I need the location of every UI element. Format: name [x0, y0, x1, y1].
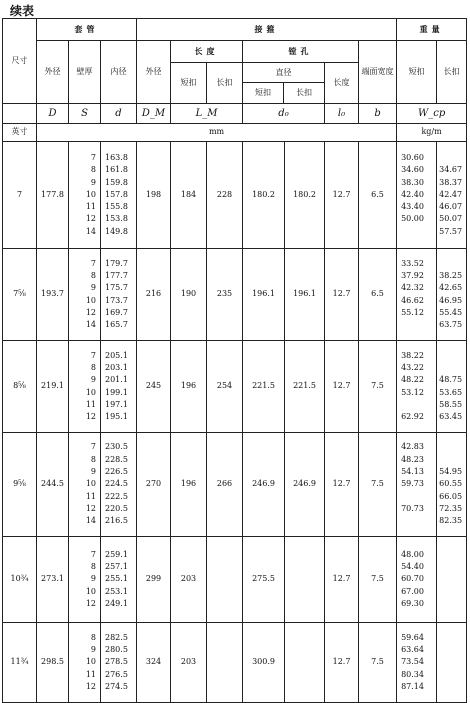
id-cell-value: 201.1 [105, 375, 128, 385]
bore-long-cell: 180.2 [285, 142, 325, 249]
weight-short-cell-value: 42.40 [401, 189, 424, 199]
length-short-cell: 203 [171, 537, 207, 623]
wall-cell-value: 11 [85, 669, 96, 679]
wall-cell-value: 8 [90, 165, 96, 175]
id-cell-value: 197.1 [105, 399, 128, 409]
coupling-od-header: 外径 [137, 41, 171, 104]
od-header: 外径 [37, 41, 69, 104]
weight-long-cell-value: 48.75 [439, 375, 463, 385]
weight-long-cell-value [437, 362, 466, 374]
id-cell-value: 255.1 [105, 574, 128, 584]
wall-cell-value: 10 [85, 189, 96, 199]
id-cell-value: 257.1 [105, 562, 128, 572]
wall-cell-value: 11 [85, 202, 96, 212]
wall-cell-value: 11 [85, 491, 96, 501]
face-width-cell: 7.5 [359, 433, 397, 537]
weight-long-cell-value: 63.45 [439, 412, 463, 422]
size-header: 尺寸 [3, 19, 37, 104]
weight-long-cell-value [437, 644, 466, 656]
weight-short-cell-value: 87.14 [401, 681, 424, 691]
id-cell-value: 149.8 [105, 226, 128, 236]
weight-short-cell-value: 63.64 [401, 645, 424, 655]
weight-long-cell-value [437, 441, 466, 453]
unit-mm: mm [37, 124, 397, 142]
id-cell-value: 175.7 [105, 283, 128, 293]
bore-long-cell: 196.1 [285, 249, 325, 341]
bore-short-cell: 300.9 [243, 623, 285, 703]
length-long-cell: 254 [207, 341, 243, 433]
coupling-od-cell: 324 [137, 623, 171, 703]
length-short-cell: 203 [171, 623, 207, 703]
sym-W: W_cp [397, 104, 467, 124]
page-title: 续表 [10, 4, 35, 18]
wall-cell-value: 9 [90, 645, 96, 655]
weight-long-cell-value [437, 632, 466, 644]
wall-cell-value: 7 [90, 258, 96, 268]
id-cell-value: 159.8 [105, 177, 128, 187]
size-cell: 7 [3, 142, 37, 249]
weight-long-cell-value [437, 586, 466, 598]
id-header: 内径 [101, 41, 137, 104]
id-cell [101, 249, 137, 341]
sym-d: d [101, 104, 137, 124]
weight-long-cell-value: 34.67 [439, 165, 463, 175]
weight-short-cell-value: 62.92 [401, 412, 424, 422]
id-cell-value: 222.5 [105, 491, 128, 501]
weight-header: 重量 [397, 19, 467, 41]
id-cell-value: 173.7 [105, 295, 128, 305]
sym-b: b [359, 104, 397, 124]
wall-cell-value: 8 [90, 270, 96, 280]
weight-short-cell [397, 537, 437, 623]
weight-long-cell-value: 42.47 [439, 189, 463, 199]
weight-long-cell-value: 63.75 [439, 320, 463, 330]
weight-long-cell-value: 42.65 [439, 283, 463, 293]
wall-cell-value: 9 [90, 467, 96, 477]
weight-short-cell-value: 67.00 [401, 586, 424, 596]
size-cell: 7⅝ [3, 249, 37, 341]
table-row [3, 537, 467, 623]
wall-cell-value: 14 [85, 516, 96, 526]
wall-cell [69, 249, 101, 341]
weight-long-cell-value [437, 561, 466, 573]
bore-short-cell: 196.1 [243, 249, 285, 341]
bore-length-header: 长度 [325, 63, 359, 104]
weight-short-cell-value [397, 491, 436, 503]
weight-long-cell-value: 60.55 [439, 479, 463, 489]
table-row [3, 249, 467, 341]
wall-cell [69, 433, 101, 537]
weight-long-cell-value [437, 549, 466, 561]
weight-short-cell-value: 33.52 [401, 258, 424, 268]
diameter-header: 直径 [243, 63, 324, 83]
weight-short-header: 短扣 [397, 41, 437, 104]
sym-d0: d₀ [243, 104, 325, 124]
table-row [3, 142, 467, 249]
wall-cell-value: 7 [90, 350, 96, 360]
id-cell-value: 203.1 [105, 362, 128, 372]
id-cell-value: 274.5 [105, 681, 128, 691]
size-cell: 10¾ [3, 537, 37, 623]
size-cell: 8⅝ [3, 341, 37, 433]
weight-short-cell-value: 43.40 [401, 202, 424, 212]
weight-short-cell-value: 38.22 [401, 350, 424, 360]
id-cell [101, 433, 137, 537]
weight-short-cell-value: 34.60 [401, 165, 424, 175]
bore-long-cell [285, 623, 325, 703]
id-cell [101, 341, 137, 433]
weight-long-cell-value: 82.35 [439, 516, 463, 526]
weight-short-cell [397, 142, 437, 249]
sym-l0: l₀ [325, 104, 359, 124]
wall-cell-value: 7 [90, 442, 96, 452]
wall-cell-value: 8 [90, 632, 96, 642]
coupling-od-cell: 245 [137, 341, 171, 433]
weight-short-cell-value: 50.00 [401, 214, 424, 224]
length-long-cell [207, 623, 243, 703]
wall-cell-value: 14 [85, 320, 96, 330]
id-cell [101, 142, 137, 249]
weight-short-cell-value: 30.60 [401, 152, 424, 162]
length-short-header: 短扣 [171, 63, 207, 104]
wall-cell-value: 9 [90, 574, 96, 584]
wall-cell-value: 8 [90, 562, 96, 572]
id-cell-value: 177.7 [105, 270, 128, 280]
weight-short-cell-value: 59.73 [401, 479, 424, 489]
weight-short-cell-value: 48.22 [401, 375, 424, 385]
face-width-cell: 6.5 [359, 249, 397, 341]
weight-long-cell-value [437, 573, 466, 585]
weight-short-cell-value: 48.00 [401, 549, 424, 559]
wall-cell-value: 11 [85, 399, 96, 409]
wall-cell-value: 9 [90, 375, 96, 385]
weight-short-cell-value [397, 515, 436, 527]
weight-long-cell-value: 54.95 [439, 467, 463, 477]
id-cell [101, 537, 137, 623]
face-width-header: 端面宽度 [359, 41, 397, 104]
weight-short-cell-value [397, 319, 436, 331]
sym-DM: D_M [137, 104, 171, 124]
bore-length-cell: 12.7 [325, 341, 359, 433]
weight-short-cell-value: 43.22 [401, 362, 424, 372]
wall-header: 壁厚 [69, 41, 101, 104]
face-width-cell: 7.5 [359, 623, 397, 703]
length-long-header: 长扣 [207, 63, 243, 104]
sym-S: S [69, 104, 101, 124]
casing-header: 套管 [37, 19, 137, 41]
id-cell-value: 155.8 [105, 202, 128, 212]
weight-long-cell [437, 341, 467, 433]
weight-long-cell-value: 53.65 [439, 387, 463, 397]
weight-short-cell-value: 37.92 [401, 270, 424, 280]
length-short-cell: 190 [171, 249, 207, 341]
weight-long-cell [437, 537, 467, 623]
weight-short-cell-value: 55.12 [401, 307, 424, 317]
coupling-od-cell: 270 [137, 433, 171, 537]
weight-short-cell-value [397, 399, 436, 411]
od-cell: 298.5 [37, 623, 69, 703]
wall-cell-value: 7 [90, 549, 96, 559]
length-short-cell: 184 [171, 142, 207, 249]
wall-cell-value: 12 [85, 307, 96, 317]
coupling-header: 接箍 [137, 19, 397, 41]
bore-short-cell: 180.2 [243, 142, 285, 249]
coupling-od-cell: 299 [137, 537, 171, 623]
id-cell-value: 230.5 [105, 442, 128, 452]
size-cell: 9⅝ [3, 433, 37, 537]
id-cell-value: 220.5 [105, 503, 128, 513]
bore-length-cell: 12.7 [325, 623, 359, 703]
id-cell-value: 179.7 [105, 258, 128, 268]
weight-short-cell-value: 73.54 [401, 657, 424, 667]
length-long-cell [207, 537, 243, 623]
bore-short-cell: 246.9 [243, 433, 285, 537]
wall-cell [69, 537, 101, 623]
id-cell-value: 282.5 [105, 632, 128, 642]
weight-short-cell [397, 433, 437, 537]
sym-D: D [37, 104, 69, 124]
weight-long-cell-value: 50.07 [439, 214, 463, 224]
weight-short-cell-value: 48.23 [401, 454, 424, 464]
wall-cell-value: 12 [85, 214, 96, 224]
wall-cell-value: 7 [90, 152, 96, 162]
weight-long-cell-value: 46.07 [439, 202, 463, 212]
id-cell-value: 205.1 [105, 350, 128, 360]
table-row [3, 433, 467, 537]
id-cell-value: 195.1 [105, 412, 128, 422]
od-cell: 219.1 [37, 341, 69, 433]
id-cell-value: 278.5 [105, 657, 128, 667]
weight-long-header: 长扣 [437, 41, 467, 104]
face-width-cell: 6.5 [359, 142, 397, 249]
weight-long-cell-value: 38.37 [439, 177, 463, 187]
weight-long-cell [437, 433, 467, 537]
bore-long-cell [285, 537, 325, 623]
weight-long-cell-value: 38.25 [439, 270, 463, 280]
weight-long-cell-value [437, 598, 466, 610]
wall-cell-value: 10 [85, 586, 96, 596]
weight-short-cell-value: 53.12 [401, 387, 424, 397]
weight-long-cell-value: 72.35 [439, 503, 463, 513]
id-cell-value: 157.8 [105, 189, 128, 199]
length-short-cell: 196 [171, 341, 207, 433]
coupling-od-cell: 198 [137, 142, 171, 249]
weight-long-cell-value [437, 350, 466, 362]
weight-long-cell-value [437, 656, 466, 668]
id-cell-value: 276.5 [105, 669, 128, 679]
wall-cell-value: 8 [90, 362, 96, 372]
weight-short-cell-value: 42.32 [401, 283, 424, 293]
id-cell-value: 259.1 [105, 549, 128, 559]
id-cell-value: 224.5 [105, 479, 128, 489]
weight-short-cell-value: 54.13 [401, 467, 424, 477]
face-width-cell: 7.5 [359, 341, 397, 433]
weight-short-cell-value: 80.34 [401, 669, 424, 679]
bore-long-cell: 246.9 [285, 433, 325, 537]
od-cell: 177.8 [37, 142, 69, 249]
id-cell-value: 226.5 [105, 467, 128, 477]
wall-cell-value: 8 [90, 454, 96, 464]
weight-long-cell-value [437, 669, 466, 681]
wall-cell [69, 623, 101, 703]
bore-length-cell: 12.7 [325, 142, 359, 249]
weight-long-cell [437, 623, 467, 703]
weight-short-cell-value: 60.70 [401, 574, 424, 584]
od-cell: 193.7 [37, 249, 69, 341]
length-header: 长度 [171, 41, 243, 63]
wall-cell-value: 12 [85, 412, 96, 422]
weight-short-cell-value: 54.40 [401, 562, 424, 572]
length-short-cell: 196 [171, 433, 207, 537]
bore-long-header: 长扣 [296, 88, 313, 97]
id-cell-value: 253.1 [105, 586, 128, 596]
weight-long-cell-value: 58.55 [439, 399, 463, 409]
unit-inch: 英寸 [3, 124, 37, 142]
weight-long-cell-value [437, 681, 466, 693]
wall-cell-value: 12 [85, 681, 96, 691]
bore-long-cell: 221.5 [285, 341, 325, 433]
weight-short-cell-value: 42.83 [401, 442, 424, 452]
wall-cell-value: 12 [85, 503, 96, 513]
id-cell-value: 228.5 [105, 454, 128, 464]
id-cell-value: 163.8 [105, 152, 128, 162]
length-long-cell: 235 [207, 249, 243, 341]
id-cell-value: 249.1 [105, 598, 128, 608]
wall-cell-value: 10 [85, 387, 96, 397]
weight-long-cell-value: 55.45 [439, 307, 463, 317]
bore-length-cell: 12.7 [325, 537, 359, 623]
bore-length-cell: 12.7 [325, 433, 359, 537]
table-row [3, 341, 467, 433]
weight-short-cell [397, 249, 437, 341]
bore-length-cell: 12.7 [325, 249, 359, 341]
wall-cell-value: 9 [90, 283, 96, 293]
bore-header: 镗孔 [243, 41, 359, 63]
unit-kgm: kg/m [397, 124, 467, 142]
weight-short-cell-value: 59.64 [401, 632, 424, 642]
id-cell-value: 169.7 [105, 307, 128, 317]
id-cell-value: 161.8 [105, 165, 128, 175]
weight-long-cell-value: 66.05 [439, 491, 463, 501]
id-cell [101, 623, 137, 703]
weight-long-cell-value [437, 152, 466, 164]
id-cell-value: 280.5 [105, 645, 128, 655]
id-cell-value: 165.7 [105, 320, 128, 330]
wall-cell [69, 142, 101, 249]
length-long-cell: 266 [207, 433, 243, 537]
wall-cell-value: 9 [90, 177, 96, 187]
sym-LM: L_M [171, 104, 243, 124]
weight-short-cell-value: 38.30 [401, 177, 424, 187]
od-cell: 244.5 [37, 433, 69, 537]
wall-cell [69, 341, 101, 433]
weight-short-cell-value: 70.73 [401, 503, 424, 513]
weight-short-cell [397, 341, 437, 433]
coupling-od-cell: 216 [137, 249, 171, 341]
weight-short-cell-value: 69.30 [401, 598, 424, 608]
id-cell-value: 153.8 [105, 214, 128, 224]
weight-long-cell-value: 57.57 [439, 226, 463, 236]
wall-cell-value: 10 [85, 657, 96, 667]
id-cell-value: 216.5 [105, 516, 128, 526]
bore-short-cell: 221.5 [243, 341, 285, 433]
wall-cell-value: 14 [85, 226, 96, 236]
weight-short-cell [397, 623, 437, 703]
id-cell-value: 199.1 [105, 387, 128, 397]
weight-long-cell [437, 249, 467, 341]
wall-cell-value: 12 [85, 598, 96, 608]
weight-long-cell-value: 46.95 [439, 295, 463, 305]
weight-long-cell [437, 142, 467, 249]
length-long-cell: 228 [207, 142, 243, 249]
table-row [3, 623, 467, 703]
weight-short-cell-value: 46.62 [401, 295, 424, 305]
bore-short-cell: 275.5 [243, 537, 285, 623]
casing-table [2, 18, 467, 703]
wall-cell-value: 10 [85, 479, 96, 489]
weight-short-cell-value [397, 226, 436, 238]
weight-long-cell-value [437, 258, 466, 270]
size-cell: 11¾ [3, 623, 37, 703]
face-width-cell: 7.5 [359, 537, 397, 623]
od-cell: 273.1 [37, 537, 69, 623]
wall-cell-value: 10 [85, 295, 96, 305]
weight-long-cell-value [437, 454, 466, 466]
bore-short-header: 短扣 [243, 83, 284, 103]
